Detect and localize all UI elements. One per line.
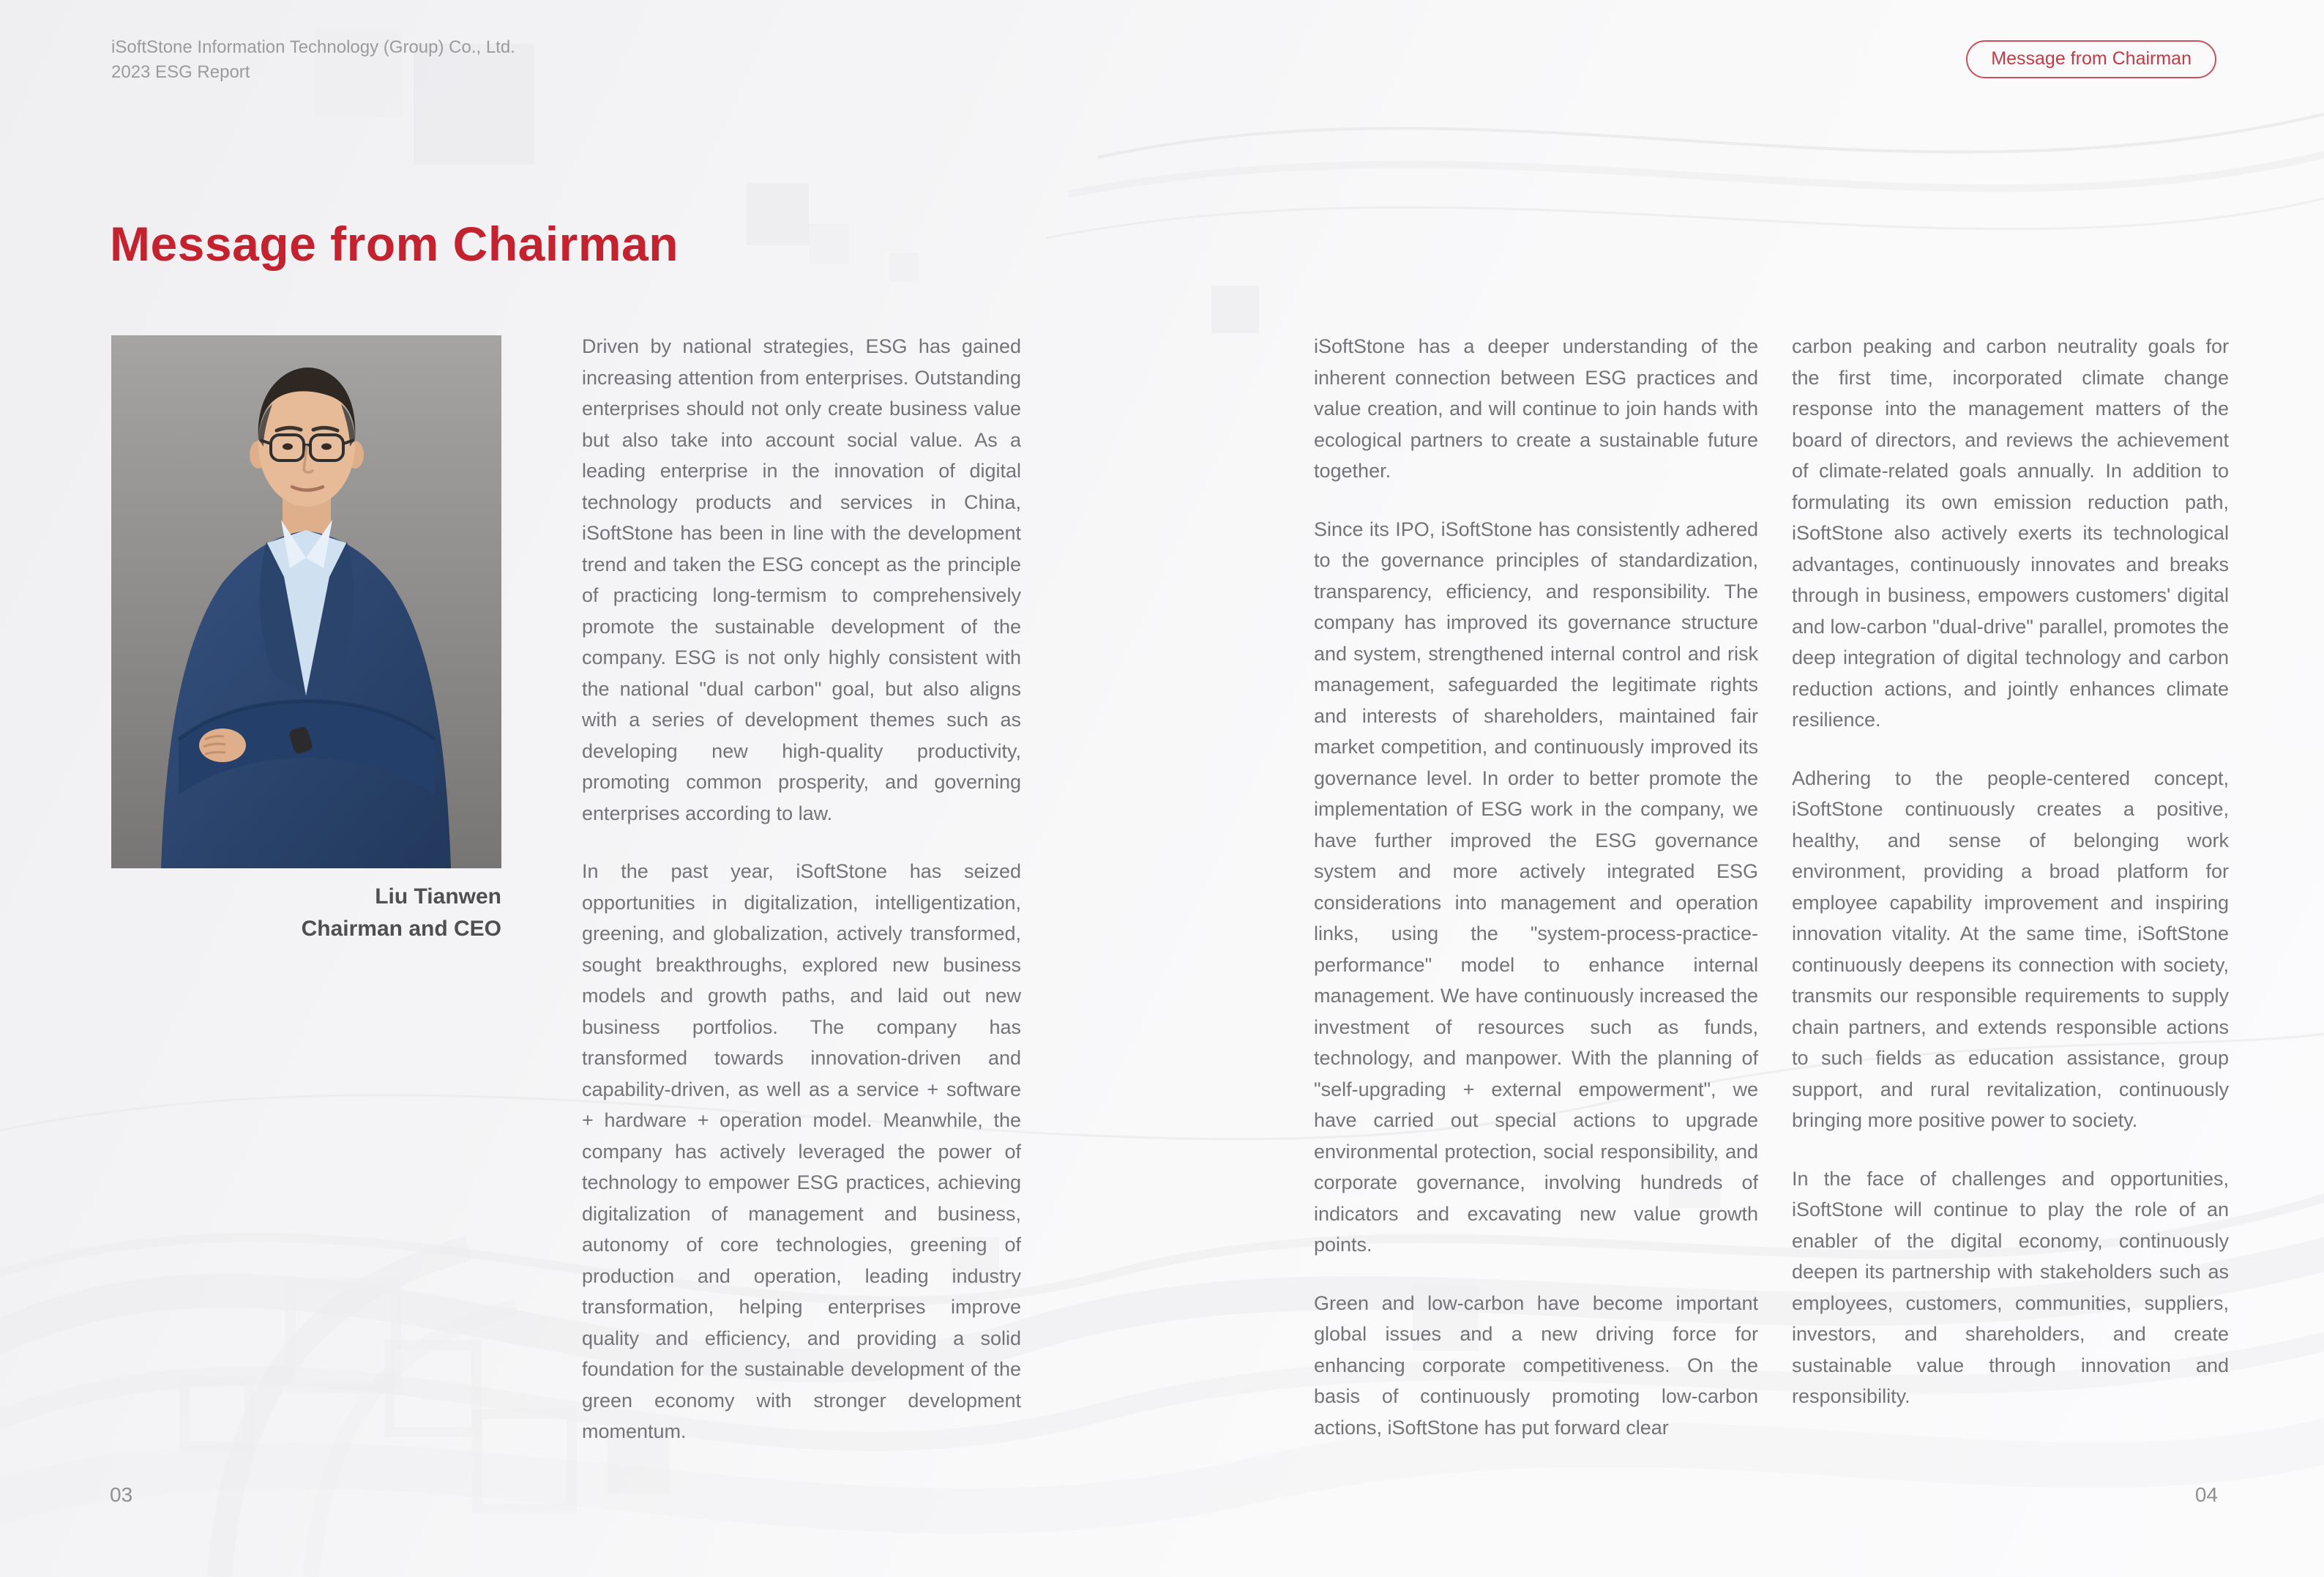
- page-number-left: 03: [110, 1483, 133, 1506]
- paragraph: Since its IPO, iSoftStone has consistently adhered to the governance principles of standardization, transparency, efficiency, and responsibility. The company has improved its governance structure and system, strengthened internal control and risk management, safeguarded the legitimate rights and interests of shareholders, maintained fair market competition, and continuously improved its governance level. In order to better promote the implementation of ESG work in the company, we have further improved the ESG governance system and more actively integrated ESG considerations into management and operation links, using the "system-process-practice-performance" model to enhance internal management. We have continuously increased the investment of resources such as funds, technology, and manpower. With the planning of "self-upgrading + external empowerment", we have carried out special actions to upgrade environmental protection, social responsibility, and corporate governance, involving hundreds of indicators and excavating new value growth points.: [1314, 518, 1758, 1256]
- deco-square: [179, 1376, 255, 1452]
- deco-square: [747, 183, 809, 245]
- chairman-photo: [111, 335, 501, 868]
- text-column-3: [1792, 331, 2229, 1439]
- deco-square: [472, 1409, 577, 1514]
- paragraph: In the face of challenges and opportunities, iSoftStone will continue to play the role of an enabler of the digital economy, continuously deepen its partnership with stakeholders such as employees, customers, communities, suppliers, investors, and shareholders, and create sustainable value through innovation and responsibility.: [1792, 1167, 2229, 1407]
- paragraph: Green and low-carbon have become important global issues and a new driving force for enhancing corporate competitiveness. On the basis of continuously promoting low-carbon actions, iSoftStone has put forward clear: [1314, 1291, 1758, 1439]
- deco-square: [1211, 286, 1259, 333]
- paragraph: iSoftStone has a deeper understanding of the inherent connection between ESG practices and value creation, and will continue to join hands with ecological partners to create a sustainable future together.: [1314, 335, 1758, 482]
- paragraph: Adhering to the people-centered concept, iSoftStone continuously creates a positive, healthy, and sense of belonging work environment, providing a broad platform for employee capability improvement and inspiring innovation vitality. At the same time, iSoftStone continuously deepens its connection with society, transmits our responsible requirements to supply chain partners, and extends responsible actions to such fields as education assistance, group support, and rural revitalization, continuously bringing more positive power to society.: [1792, 767, 2229, 1131]
- paragraph: In the past year, iSoftStone has seized opportunities in digitalization, intelligentization, greening, and globalization, actively transformed, sought breakthroughs, explored new business models and growth paths, and laid out new business portfolios. The company has transformed towards innovation-driven and capability-driven, as well as a service + software + hardware + operation model. Meanwhile, the company has actively leveraged the power of technology to empower ESG practices, achieving digitalization of management and business, autonomy of core technologies, greening of production and operation, leading industry transformation, helping enterprises improve quality and efficiency, and providing a solid foundation for the sustainable development of the green economy with stronger development momentum.: [582, 860, 1021, 1442]
- deco-square: [809, 223, 849, 264]
- deco-square: [889, 253, 919, 282]
- page-number-right: 04: [2194, 1483, 2218, 1506]
- report-header: [111, 35, 515, 85]
- chairman-name: Liu Tianwen: [375, 884, 501, 909]
- chairman-photo-graphic: [111, 335, 501, 868]
- section-badge: Message from Chairman: [1966, 40, 2216, 78]
- paragraph: carbon peaking and carbon neutrality goals for the first time, incorporated climate change response into the management matters of the board of directors, and reviews the achievement of climate-related goals annually. In addition to formulating its own emission reduction path, iSoftStone also actively exerts its technological advantages, continuously innovates and breaks through in business, empowers customers' digital and low-carbon "dual-drive" parallel, promotes the deep integration of digital technology and carbon reduction actions, and jointly enhances climate resilience.: [1792, 335, 2229, 731]
- chairman-role: Chairman and CEO: [301, 917, 501, 941]
- company-name: iSoftStone Information Technology (Group) Co., Ltd.: [111, 37, 515, 57]
- text-column-2: [1314, 331, 1758, 1470]
- deco-square: [384, 1340, 482, 1437]
- page-title: Message from Chairman: [110, 217, 679, 271]
- report-title: 2023 ESG Report: [111, 62, 250, 82]
- portrait-caption: [111, 881, 501, 945]
- paragraph: Driven by national strategies, ESG has gained increasing attention from enterprises. Outstanding enterprises should not only create business value but also take into account social value. As a leading enterprise in the innovation of digital technology products and services in China, iSoftStone has been in line with the development trend and taken the ESG concept as the principle of practicing long-termism to comprehensively promote the sustainable development of the company. ESG is not only highly consistent with the national "dual carbon" goal, but also aligns with a series of development themes such as developing new high-quality productivity, promoting common prosperity, and governing enterprises according to law.: [582, 335, 1021, 824]
- text-column-1: [582, 331, 1021, 1475]
